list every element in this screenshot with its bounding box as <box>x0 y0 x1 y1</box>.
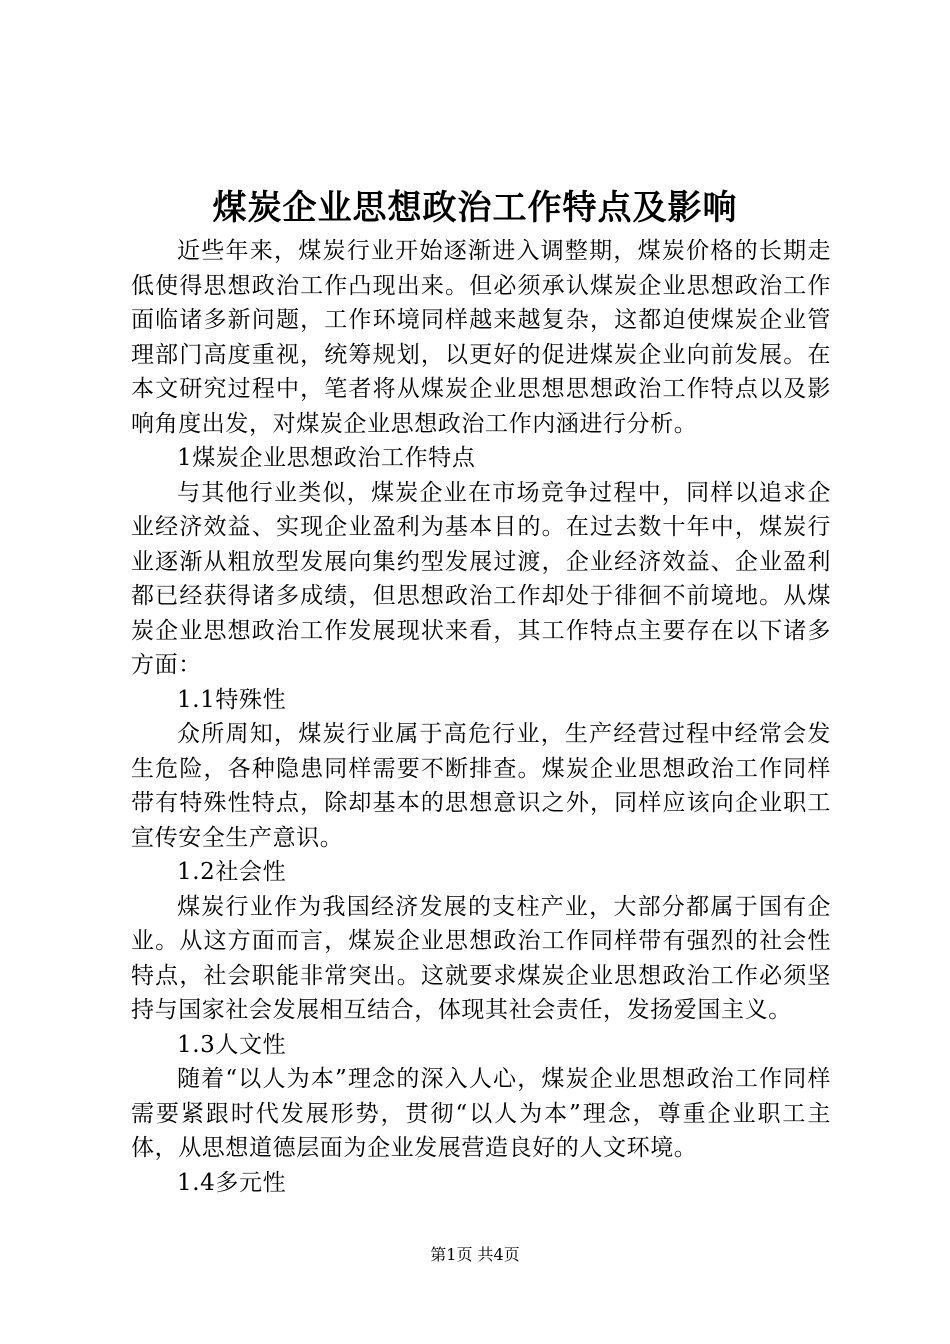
page-footer: 第1页 共4页 <box>430 1245 520 1264</box>
paragraph-section-1-3: 随着“以人为本”理念的深入人心，煤炭企业思想政治工作同样需要紧跟时代发展形势，贯彻“以人为本”理念，尊重企业职工主体，从思想道德层面为企业发展营造良好的人文环境。 <box>131 1066 831 1161</box>
section-heading-1-3: 1.3人文性 <box>177 1031 287 1058</box>
document-body <box>131 234 831 1200</box>
section-heading-1-1: 1.1特殊性 <box>177 686 287 713</box>
section-heading-1-2: 1.2社会性 <box>177 859 287 885</box>
paragraph-section-1-2: 煤炭行业作为我国经济发展的支柱产业，大部分都属于国有企业。从这方面而言，煤炭企业思想政治工作同样带有强烈的社会性特点，社会职能非常突出。这就要求煤炭企业思想政治工作必须坚持与国家社会发展相互结合，体现其社会责任，发扬爱国主义。 <box>131 893 831 1023</box>
paragraph-section-1: 与其他行业类似，煤炭企业在市场竞争过程中，同样以追求企业经济效益、实现企业盈利为基本目的。在过去数十年中，煤炭行业逐渐从粗放型发展向集约型发展过渡，企业经济效益、企业盈利都已经获得诸多成绩，但思想政治工作却处于徘徊不前境地。从煤炭企业思想政治工作发展现状来看，其工作特点主要存在以下诸多方面： <box>131 479 831 678</box>
document-title: 煤炭企业思想政治工作特点及影响 <box>212 188 738 228</box>
section-heading-1-4: 1.4多元性 <box>177 1169 287 1196</box>
paragraph-intro: 近些年来，煤炭行业开始逐渐进入调整期，煤炭价格的长期走低使得思想政治工作凸现出来。但必须承认煤炭企业思想政治工作面临诸多新问题，工作环境同样越来越复杂，这都迫使煤炭企业管理部门高度重视，统筹规划，以更好的促进煤炭企业向前发展。在本文研究过程中，笔者将从煤炭企业思想思想政治工作特点以及影响角度出发，对煤炭企业思想政治工作内涵进行分析。 <box>131 238 831 437</box>
paragraph-section-1-1: 众所周知，煤炭行业属于高危行业，生产经营过程中经常会发生危险，各种隐患同样需要不断排查。煤炭企业思想政治工作同样带有特殊性特点，除却基本的思想意识之外，同样应该向企业职工宣传安全生产意识。 <box>131 721 831 851</box>
section-heading-1: 1煤炭企业思想政治工作特点 <box>177 445 476 471</box>
